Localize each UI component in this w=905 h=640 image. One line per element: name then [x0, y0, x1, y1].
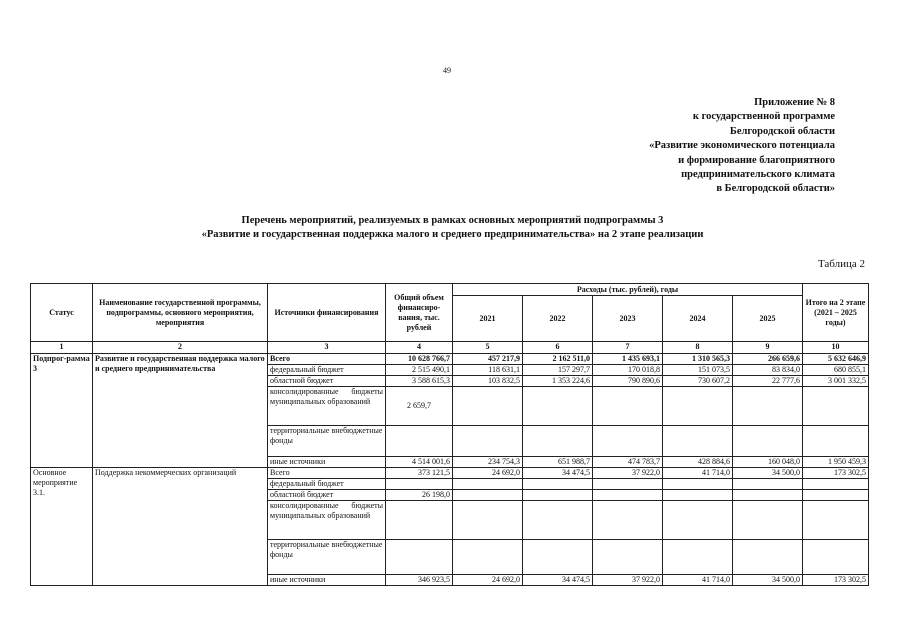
column-number-row — [31, 342, 869, 354]
total-volume-cell: 10 628 766,7 — [386, 354, 453, 365]
year-value-cell — [523, 540, 593, 575]
name-cell: Развитие и государственная поддержка малого и среднего предпринимательства — [93, 354, 268, 468]
stage-total-cell: 1 950 459,3 — [803, 457, 869, 468]
year-value-cell: 1 435 693,1 — [593, 354, 663, 365]
column-number: 3 — [268, 342, 386, 354]
year-value-cell: 37 922,0 — [593, 468, 663, 479]
stage-total-cell — [803, 540, 869, 575]
year-value-cell: 266 659,6 — [733, 354, 803, 365]
total-volume-cell: 3 588 615,3 — [386, 376, 453, 387]
year-value-cell: 2 162 511,0 — [523, 354, 593, 365]
table-label: Таблица 2 — [817, 258, 865, 270]
year-value-cell — [733, 490, 803, 501]
stage-total-cell — [803, 387, 869, 426]
source-cell: территориальные внебюджетные фонды — [268, 426, 386, 457]
header-year: 2021 — [453, 296, 523, 342]
year-value-cell — [523, 490, 593, 501]
year-value-cell: 83 834,0 — [733, 365, 803, 376]
document-title-line: Перечень мероприятий, реализуемых в рамках основных мероприятий подпрограммы 3 — [241, 215, 664, 226]
column-number: 9 — [733, 342, 803, 354]
year-value-cell: 790 890,6 — [593, 376, 663, 387]
total-volume-cell: 2 515 490,1 — [386, 365, 453, 376]
year-value-cell: 1 310 565,3 — [663, 354, 733, 365]
header-expenses: Расходы (тыс. рублей), годы — [453, 284, 803, 296]
year-value-cell: 234 754,3 — [453, 457, 523, 468]
year-value-cell — [593, 501, 663, 540]
year-value-cell — [663, 501, 733, 540]
year-value-cell — [593, 540, 663, 575]
column-number: 2 — [93, 342, 268, 354]
header-year: 2025 — [733, 296, 803, 342]
year-value-cell — [663, 540, 733, 575]
appendix-block — [575, 96, 835, 197]
total-volume-cell: 26 198,0 — [386, 490, 453, 501]
year-value-cell: 41 714,0 — [663, 468, 733, 479]
stage-total-cell — [803, 501, 869, 540]
header-stage-total: Итого на 2 этапе (2021 – 2025 годы) — [803, 284, 869, 342]
header-year: 2023 — [593, 296, 663, 342]
appendix-line: и формирование благоприятного — [678, 154, 835, 166]
total-volume-cell — [386, 479, 453, 490]
year-value-cell — [593, 479, 663, 490]
page-number: 49 — [443, 66, 451, 75]
year-value-cell: 103 832,5 — [453, 376, 523, 387]
table-body — [31, 342, 869, 586]
total-volume-cell: 2 659,7 — [386, 387, 453, 426]
year-value-cell: 160 048,0 — [733, 457, 803, 468]
year-value-cell — [733, 479, 803, 490]
year-value-cell: 157 297,7 — [523, 365, 593, 376]
year-value-cell — [593, 426, 663, 457]
year-value-cell: 730 607,2 — [663, 376, 733, 387]
appendix-line: Приложение № 8 — [754, 97, 835, 108]
year-value-cell: 651 988,7 — [523, 457, 593, 468]
year-value-cell — [453, 540, 523, 575]
year-value-cell: 41 714,0 — [663, 575, 733, 586]
year-value-cell — [523, 479, 593, 490]
table-row — [31, 354, 869, 365]
appendix-line: в Белгородской области» — [716, 183, 835, 195]
year-value-cell: 151 073,5 — [663, 365, 733, 376]
total-volume-cell: 346 923,5 — [386, 575, 453, 586]
year-value-cell — [733, 387, 803, 426]
header-sources: Источники финансирования — [268, 284, 386, 342]
stage-total-cell: 680 855,1 — [803, 365, 869, 376]
year-value-cell: 34 474,5 — [523, 468, 593, 479]
document-title — [0, 214, 905, 242]
column-number: 8 — [663, 342, 733, 354]
column-number: 4 — [386, 342, 453, 354]
year-value-cell — [453, 387, 523, 426]
stage-total-cell — [803, 426, 869, 457]
document-title-line: «Развитие и государственная поддержка малого и среднего предпринимательства» на 2 этапе реализации — [201, 229, 704, 240]
column-number: 5 — [453, 342, 523, 354]
year-value-cell — [523, 426, 593, 457]
year-value-cell: 428 884,6 — [663, 457, 733, 468]
source-cell: иные источники — [268, 457, 386, 468]
stage-total-cell: 173 302,5 — [803, 468, 869, 479]
header-year: 2024 — [663, 296, 733, 342]
year-value-cell — [733, 426, 803, 457]
year-value-cell — [663, 387, 733, 426]
source-cell: иные источники — [268, 575, 386, 586]
year-value-cell — [593, 387, 663, 426]
year-value-cell: 34 500,0 — [733, 575, 803, 586]
stage-total-cell: 3 001 332,5 — [803, 376, 869, 387]
header-status: Статус — [31, 284, 93, 342]
year-value-cell — [453, 426, 523, 457]
appendix-line: «Развитие экономического потенциала — [649, 140, 835, 152]
table-header — [31, 284, 869, 342]
source-cell: консолидированные бюджеты муниципальных образований — [268, 501, 386, 540]
stage-total-cell: 173 302,5 — [803, 575, 869, 586]
total-volume-cell — [386, 426, 453, 457]
status-cell: Подпрог-рамма 3 — [31, 354, 93, 468]
source-cell: федеральный бюджет — [268, 365, 386, 376]
name-cell: Поддержка некоммерческих организаций — [93, 468, 268, 586]
column-number: 6 — [523, 342, 593, 354]
year-value-cell: 34 500,0 — [733, 468, 803, 479]
total-volume-cell — [386, 540, 453, 575]
source-cell: областной бюджет — [268, 490, 386, 501]
year-value-cell: 474 783,7 — [593, 457, 663, 468]
year-value-cell — [453, 501, 523, 540]
expenses-table — [30, 283, 869, 586]
year-value-cell — [523, 387, 593, 426]
source-cell: территориальные внебюджетные фонды — [268, 540, 386, 575]
appendix-line: к государственной программе — [692, 111, 835, 123]
header-name: Наименование государственной программы, подпрограммы, основного мероприятия, мероприятия — [93, 284, 268, 342]
appendix-line: Белгородской области — [729, 125, 835, 137]
total-volume-cell — [386, 501, 453, 540]
year-value-cell: 118 631,1 — [453, 365, 523, 376]
year-value-cell — [663, 479, 733, 490]
year-value-cell: 24 692,0 — [453, 468, 523, 479]
year-value-cell — [663, 426, 733, 457]
source-cell: федеральный бюджет — [268, 479, 386, 490]
column-number: 10 — [803, 342, 869, 354]
column-number: 1 — [31, 342, 93, 354]
status-cell: Основное мероприятие 3.1. — [31, 468, 93, 586]
column-number: 7 — [593, 342, 663, 354]
source-cell: областной бюджет — [268, 376, 386, 387]
year-value-cell: 170 018,8 — [593, 365, 663, 376]
year-value-cell — [733, 540, 803, 575]
source-cell: Всего — [268, 354, 386, 365]
source-cell: Всего — [268, 468, 386, 479]
stage-total-cell: 5 632 646,9 — [803, 354, 869, 365]
year-value-cell — [593, 490, 663, 501]
year-value-cell: 24 692,0 — [453, 575, 523, 586]
header-total-volume: Общий объем финансиро-вания, тыс. рублей — [386, 284, 453, 342]
year-value-cell: 457 217,9 — [453, 354, 523, 365]
total-volume-cell: 4 514 001,6 — [386, 457, 453, 468]
year-value-cell — [523, 501, 593, 540]
header-year: 2022 — [523, 296, 593, 342]
year-value-cell: 34 474,5 — [523, 575, 593, 586]
source-cell: консолидированные бюджеты муниципальных образований — [268, 387, 386, 426]
year-value-cell: 37 922,0 — [593, 575, 663, 586]
year-value-cell: 22 777,6 — [733, 376, 803, 387]
stage-total-cell — [803, 490, 869, 501]
year-value-cell — [663, 490, 733, 501]
appendix-line: предпринимательского климата — [681, 169, 835, 181]
year-value-cell — [453, 490, 523, 501]
year-value-cell — [733, 501, 803, 540]
total-volume-cell: 373 121,5 — [386, 468, 453, 479]
stage-total-cell — [803, 479, 869, 490]
table-row — [31, 468, 869, 479]
year-value-cell — [453, 479, 523, 490]
year-value-cell: 1 353 224,6 — [523, 376, 593, 387]
